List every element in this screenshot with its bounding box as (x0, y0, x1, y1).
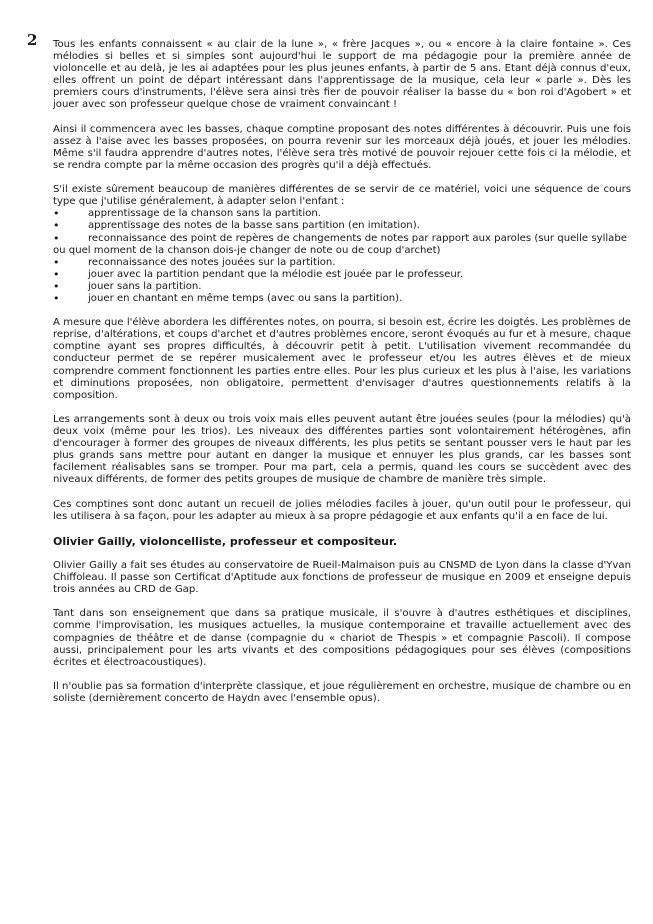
step-text: • jouer avec la partition pendant que la mélodie est jouée par le professeur. (88, 268, 464, 280)
step-text: • reconnaissance des notes jouées sur la partition. (88, 256, 336, 268)
author-heading: Olivier Gailly, violoncelliste, professeur et compositeur. (53, 534, 398, 548)
list-item (53, 257, 631, 269)
list-item (53, 269, 631, 281)
step-text: reconnaissance des point de repères de changements de notes par rapport aux paroles (sur quelle syllabe ou quel moment de la chanson dois-je changer de note ou de coup d'archet) (53, 232, 627, 256)
lesson-steps-list (53, 208, 631, 305)
step-text: • jouer sans la partition. (88, 280, 202, 292)
page-content (53, 39, 631, 717)
body-paragraph-3: Ces comptines sont donc autant un recueil de jolies mélodies faciles à jouer, qu'un outil pour le professeur, qui les utilisera à sa façon, pour les adapter au mieux à sa propre pédagogie et aux enfants qu'il a en face de lui. (53, 498, 631, 522)
intro-paragraph-1: Tous les enfants connaissent « au clair de la lune », « frère Jacques », ou « encore à la claire fontaine ». Ces mélodies si belles et si simples sont aujourd'hui le support de ma pédagogie pour la première année de violoncelle et au delà, je les ai adaptées pour les plus jeunes enfants, à partir de 5 ans. Etant déjà connus d'eux, elles offrent un point de départ intéressant dans l'apprentissage de la musique, cela leur « parle ». Dès les premiers cours d'instruments, l'élève sera ainsi très fier de pouvoir réaliser la basse du « bon roi d'Agobert » et jouer avec son professeur quelque chose de vraiment convaincant ! (53, 39, 631, 111)
intro-paragraph-2: Ainsi il commencera avec les basses, chaque comptine proposant des notes différentes à découvrir. Puis une fois assez à l'aise avec les basses proposées, on pourra revenir sur les morceaux déjà joués, et jouer les mélodies. Même s'il faudra apprendre d'autres notes, l'élève sera très motivé de pouvoir rejouer cette fois ci la mélodie, et se rendra compte par la même occasion des progrès qu'il a déjà effectués. (53, 123, 631, 171)
bio-paragraph-3: Il n'oublie pas sa formation d'interprète classique, et joue régulièrement en orchestre, musique de chambre ou en soliste (dernièrement concerto de Haydn avec l'ensemble opus). (53, 680, 631, 704)
bio-paragraph-1: Olivier Gailly a fait ses études au conservatoire de Rueil-Malmaison puis au CNSMD de Lyon dans la classe d'Yvan Chiffoleau. Il passe son Certificat d'Aptitude aux fonctions de professeur de musique en 2009 et enseigne depuis trois années au CRD de Gap. (53, 559, 631, 596)
intro-paragraph-3: S'il existe sûrement beaucoup de manières différentes de se servir de ce matériel, voici une séquence de cours type que j'utilise généralement, à adapter selon l'enfant : (53, 184, 631, 208)
body-paragraph-1: A mesure que l'élève abordera les différentes notes, on pourra, si besoin est, écrire les doigtés. Les problèmes de reprise, d'altérations, et coups d'archet et d'autres problèmes encore, seront évoqués au fur et à mesure, chaque comptine ayant ses propres difficultés, à découvrir petit à petit. L'utilisation vivement recommandée du conducteur permet de se repérer musicalement avec le professeur et/ou les autres élèves et de mieux comprendre comment fonctionnent les parties entre elles. Pour les plus curieux et les plus à l'aise, les variations et diminutions proposées, non obligatoire, permettent d'envisager d'autres questionnements relatifs à la composition. (53, 317, 631, 401)
page-number: 2 (27, 31, 38, 49)
bio-paragraph-2: Tant dans son enseignement que dans sa pratique musicale, il s'ouvre à d'autres esthétiques et disciplines, comme l'improvisation, les musiques actuelles, la musique contemporaine et travaille actuellement avec des compagnies de théâtre et de danse (compagnie du « chariot de Thespis » et compagnie Pascoli). Il compose aussi, principalement pour les arts vivants et des compositions pédagogiques pour ses élèves (compositions écrites et électroacoustiques). (53, 608, 631, 668)
step-text: • jouer en chantant en même temps (avec ou sans la partition). (88, 292, 403, 304)
step-text: • apprentissage des notes de la basse sans partition (en imitation). (88, 220, 420, 232)
list-item (53, 293, 631, 305)
body-paragraph-2: Les arrangements sont à deux ou trois voix mais elles peuvent autant être jouées seules (pour la mélodies) qu'à deux voix (même pour les trios). Les niveaux des différentes parties sont volontairement hétérogènes, afin d'encourager à former des groupes de niveaux différents, les plus petits se sentant pousser vers le haut par les plus grands sans mettre pour autant en danger la musique et ennuyer les plus grands, car les basses sont facilement réalisables sans se tromper. Pour ma part, cela a permis, quand les cours se succèdent avec des niveaux différents, de former des petits groupes de musique de chambre de manière très simple. (53, 413, 631, 486)
list-item (53, 281, 631, 293)
list-item (53, 233, 631, 257)
list-item (53, 220, 631, 232)
list-item (53, 208, 631, 220)
step-text: • apprentissage de la chanson sans la partition. (88, 208, 321, 220)
